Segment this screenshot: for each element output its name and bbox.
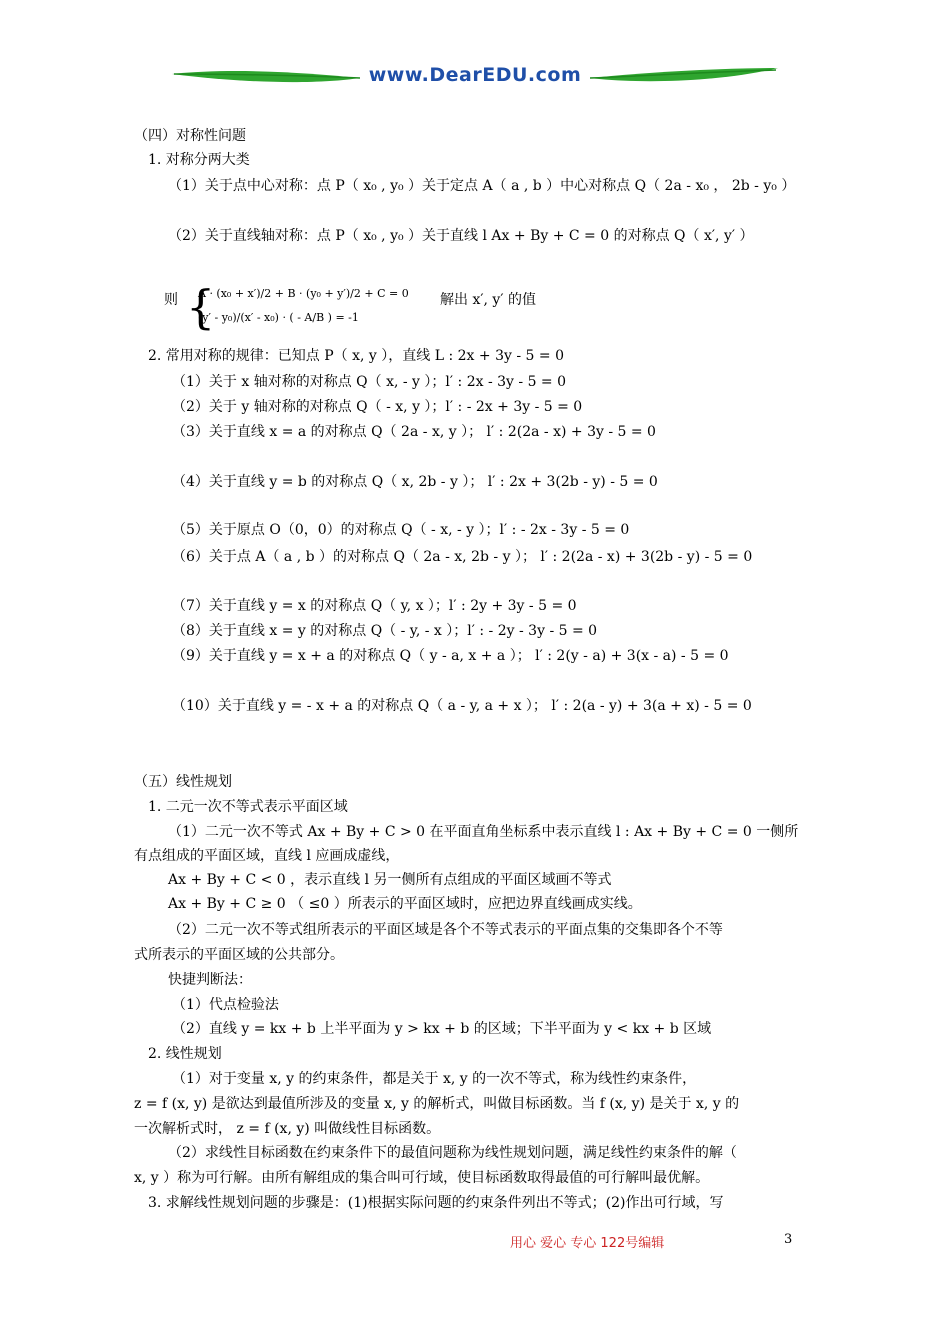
rule-2: （2）关于 y 轴对称的对称点 Q（ - x, y ）；l′ : - 2x + 3y - 5 = 0 xyxy=(172,399,583,415)
para-1d: Ax + By + C ≥ 0 （ ≤0 ）所表示的平面区域时，应把边界直线画成实线。 xyxy=(168,896,642,912)
lp-2b: x, y ）称为可行解。由所有解组成的集合叫可行域，使目标函数取得最值的可行解叫最优解。 xyxy=(134,1170,710,1186)
site-header xyxy=(170,62,780,98)
lp-2a: （2）求线性目标函数在约束条件下的最值问题称为线性规划问题，满足线性约束条件的解（ xyxy=(168,1145,737,1161)
lp-1a: （1）对于变量 x, y 的约束条件，都是关于 x, y 的一次不等式，称为线性约束条件， xyxy=(172,1071,697,1087)
section4-sub1: 1. 对称分两大类 xyxy=(148,152,250,168)
para-1c: Ax + By + C < 0 ，表示直线 l 另一侧所有点组成的平面区域画不等式 xyxy=(168,872,612,888)
equation-bottom: (y′ - y₀)/(x′ - x₀) · ( - A/B ) = -1 xyxy=(198,311,359,324)
para-1a: （1）二元一次不等式 Ax + By + C > 0 在平面直角坐标系中表示直线 l : Ax + By + C = 0 一侧所 xyxy=(168,824,799,840)
then-label: 则 xyxy=(164,292,178,308)
para-2b: 式所表示的平面区域的公共部分。 xyxy=(134,947,344,963)
page-number: 3 xyxy=(784,1232,793,1247)
section5-sub2: 2. 线性规划 xyxy=(148,1046,222,1062)
then-solve: 解出 x′, y′ 的值 xyxy=(440,292,536,308)
footer-slogan: 用心 爱心 专心 122号编辑 xyxy=(510,1236,665,1251)
para-1b: 有点组成的平面区域，直线 l 应画成虚线， xyxy=(134,848,400,864)
site-title[interactable]: www.DearEDU.com xyxy=(368,64,582,86)
section5-sub3: 3. 求解线性规划问题的步骤是：(1)根据实际问题的约束条件列出不等式；(2)作出可行域，写 xyxy=(148,1195,724,1211)
section4-sub2: 2. 常用对称的规律：已知点 P（ x, y ），直线 L : 2x + 3y - 5 = 0 xyxy=(148,348,564,364)
quick-2: （2）直线 y = kx + b 上半平面为 y > kx + b 的区域；下半平面为 y < kx + b 区域 xyxy=(172,1021,712,1037)
rule-6: （6）关于点 A（ a , b ）的对称点 Q（ 2a - x, 2b - y ）； l′ : 2(2a - x) + 3(2b - y) - 5 = 0 xyxy=(172,549,753,565)
brace-icon: { xyxy=(186,280,216,334)
section5-title: （五）线性规划 xyxy=(134,774,232,790)
rule-4: （4）关于直线 y = b 的对称点 Q（ x, 2b - y ）； l′ : 2x + 3(2b - y) - 5 = 0 xyxy=(172,474,658,490)
quick-1: （1）代点检验法 xyxy=(172,997,279,1013)
rule-3: （3）关于直线 x = a 的对称点 Q（ 2a - x, y ）； l′ : 2(2a - x) + 3y - 5 = 0 xyxy=(172,424,656,440)
section4-title: （四）对称性问题 xyxy=(134,128,246,144)
quick-method: 快捷判断法： xyxy=(168,972,252,988)
para-2a: （2）二元一次不等式组所表示的平面区域是各个不等式表示的平面点集的交集即各个不等 xyxy=(168,922,723,938)
lp-1b: z = f (x, y) 是欲达到最值所涉及的变量 x, y 的解析式，叫做目标函数。当 f (x, y) 是关于 x, y 的 xyxy=(134,1096,740,1112)
rule-9: （9）关于直线 y = x + a 的对称点 Q（ y - a, x + a ）； l′ : 2(y - a) + 3(x - a) - 5 = 0 xyxy=(172,648,729,664)
rule-8: （8）关于直线 x = y 的对称点 Q（ - y, - x ）；l′ : - 2y - 3y - 5 = 0 xyxy=(172,623,598,639)
symmetry-axis: （2）关于直线轴对称：点 P（ x₀ , y₀ ）关于直线 l Ax + By + C = 0 的对称点 Q（ x′, y′ ） xyxy=(168,228,754,244)
equation-top: A · (x₀ + x′)/2 + B · (y₀ + y′)/2 + C = 0 xyxy=(198,287,409,300)
symmetry-center: （1）关于点中心对称：点 P（ x₀ , y₀ ）关于定点 A（ a , b ）中心对称点 Q（ 2a - x₀ ， 2b - y₀ ） xyxy=(168,178,796,194)
rule-10: （10）关于直线 y = - x + a 的对称点 Q（ a - y, a + x ）； l′ : 2(a - y) + 3(a + x) - 5 = 0 xyxy=(172,698,752,714)
rule-1: （1）关于 x 轴对称的对称点 Q（ x, - y ）；l′ : 2x - 3y - 5 = 0 xyxy=(172,374,567,390)
lp-1c: 一次解析式时， z = f (x, y) 叫做线性目标函数。 xyxy=(134,1121,441,1137)
rule-7: （7）关于直线 y = x 的对称点 Q（ y, x ）；l′ : 2y + 3y - 5 = 0 xyxy=(172,598,577,614)
rule-5: （5）关于原点 O（0，0）的对称点 Q（ - x, - y ）；l′ : - 2x - 3y - 5 = 0 xyxy=(172,522,630,538)
section5-sub1: 1. 二元一次不等式表示平面区域 xyxy=(148,799,348,815)
